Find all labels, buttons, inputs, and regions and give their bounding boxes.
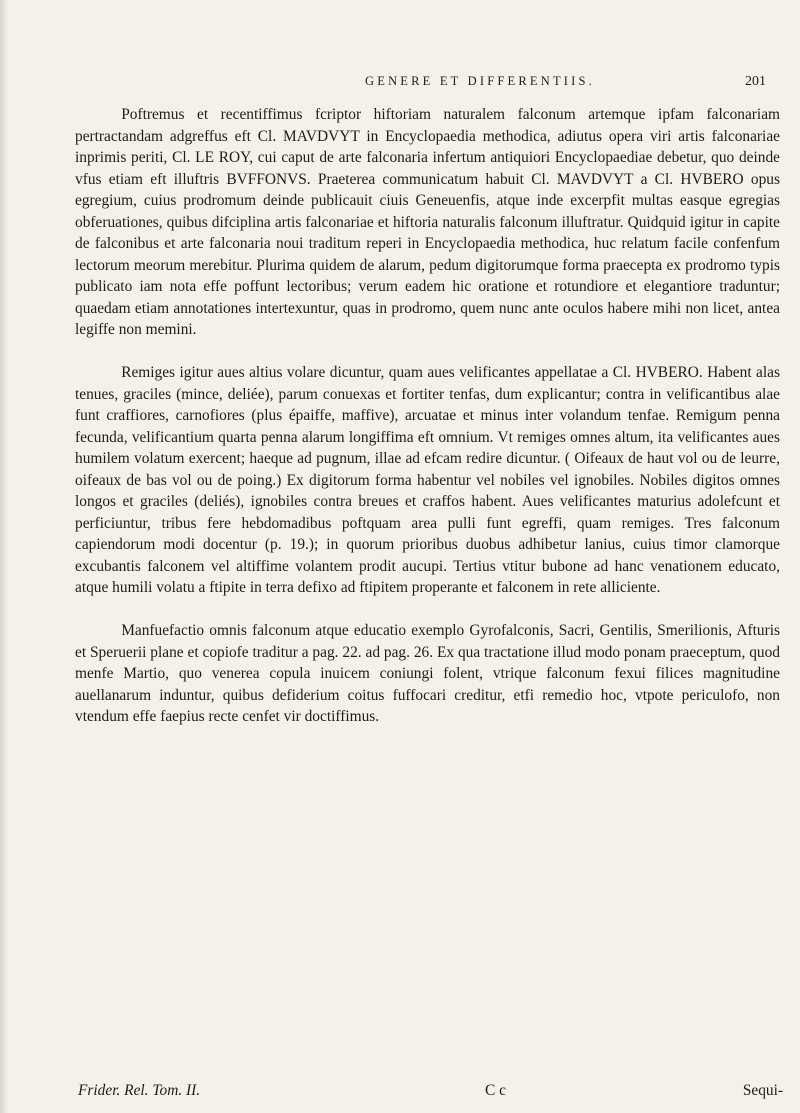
running-head: GENERE ET DIFFERENTIIS.: [365, 74, 595, 88]
page-edge-shadow: [0, 0, 8, 1113]
paragraph-2: Remiges igitur aues altius volare dicuntur, quam aues velificantes appellatae a Cl. HVBERO. Habent alas tenues, graciles (mince, deliée), parum conuexas et fortiter tenfas, dum explicantur; contra in velificantibus alae funt craffiores, carnofiores (plus épaiffe, maffive), arcuatae et minus inter volandum tenfae. Remigum penna fecunda, velificantium quarta penna alarum longiffima eft omnium. Vt remiges omnes altum, ita velificantes aues humilem volatum exercent; haeque ad pugnum, illae ad efcam redire dicuntur. ( Oifeaux de haut vol ou de leurre, oifeaux de bas vol ou de poing.) Ex digitorum forma habentur vel nobiles vel ignobiles. Nobiles digitos omnes longos et graciles (deliés), ignobiles contra breues et craffos habent. Aues velificantes maturius adolefcunt et perficiuntur, tribus fere hebdomadibus poftquam area pulli funt egreffi, quam remiges. Tres falconum capiendorum modi docentur (p. 19.); in quorum prioribus duobus adhibetur lanius, cuius timor clamorque excubantis falconem vel altiffime volantem prodit aucupi. Tertius vtitur bubone ad hanc venationem educato, atque humili volatu a ftipite in terra defixo ad ftipitem properante et falconem in rete alliciente.: [75, 364, 780, 597]
volume-signature: Frider. Rel. Tom. II.: [78, 1082, 201, 1099]
body-text: [75, 104, 780, 728]
page-number: 201: [745, 74, 766, 89]
paragraph-3: Manfuefactio omnis falconum atque educatio exemplo Gyrofalconis, Sacri, Gentilis, Smerilionis, Afturis et Speruerii plane et copiofe traditur a pag. 22. ad pag. 26. Ex qua tractatione illud modo ponam praeceptum, quod menfe Martio, quo venerea copula inuicem coniungi folent, vtrique falconum fexui filices magnitudine auellanarum induntur, quibus defiderium coitus fuffocari creditur, etfi remedio hoc, vtpote periculofo, non vtendum effe faepius recte cenfet vir doctiffimus.: [75, 622, 780, 726]
paragraph-1: Poftremus et recentiffimus fcriptor hiftoriam naturalem falconum artemque ipfam falconariam pertractandam adgreffus eft Cl. MAVDVYT in Encyclopaedia methodica, adiutus opera viri artis falconariae inprimis periti, Cl. LE ROY, cui caput de arte falconaria infertum antiquiori Encyclopaediae debetur, quo deinde vfus etiam eft illuftris BVFFONVS. Praeterea communicatum habuit Cl. MAVDVYT a Cl. HVBERO opus egregium, cuius prodromum deinde publicauit ciuis Geneuenfis, atque inde excerpfit multas easque egregias obferuationes, quibus difciplina artis falconariae et hiftoria naturalis falconum illuftratur. Quidquid igitur in capite de falconibus et arte falconaria noui traditum reperi in Encyclopaedia methodica, huc relatum facile confenfum lectorum meorum merebitur. Plurima quidem de alarum, pedum digitorumque forma praecepta ex prodromo typis publicato iam nota effe poffunt lectoribus; verum eadem hic oratione et rotundiore et elegantiore traduntur; quaedam etiam annotationes intertexuntur, quas in prodromo, quem nunc ante oculos habere mihi non licet, antea legiffe non memini.: [75, 106, 780, 339]
catchword: Sequi-: [742, 1082, 783, 1099]
page-footer: [78, 1082, 783, 1104]
gathering-signature: C c: [485, 1082, 506, 1099]
